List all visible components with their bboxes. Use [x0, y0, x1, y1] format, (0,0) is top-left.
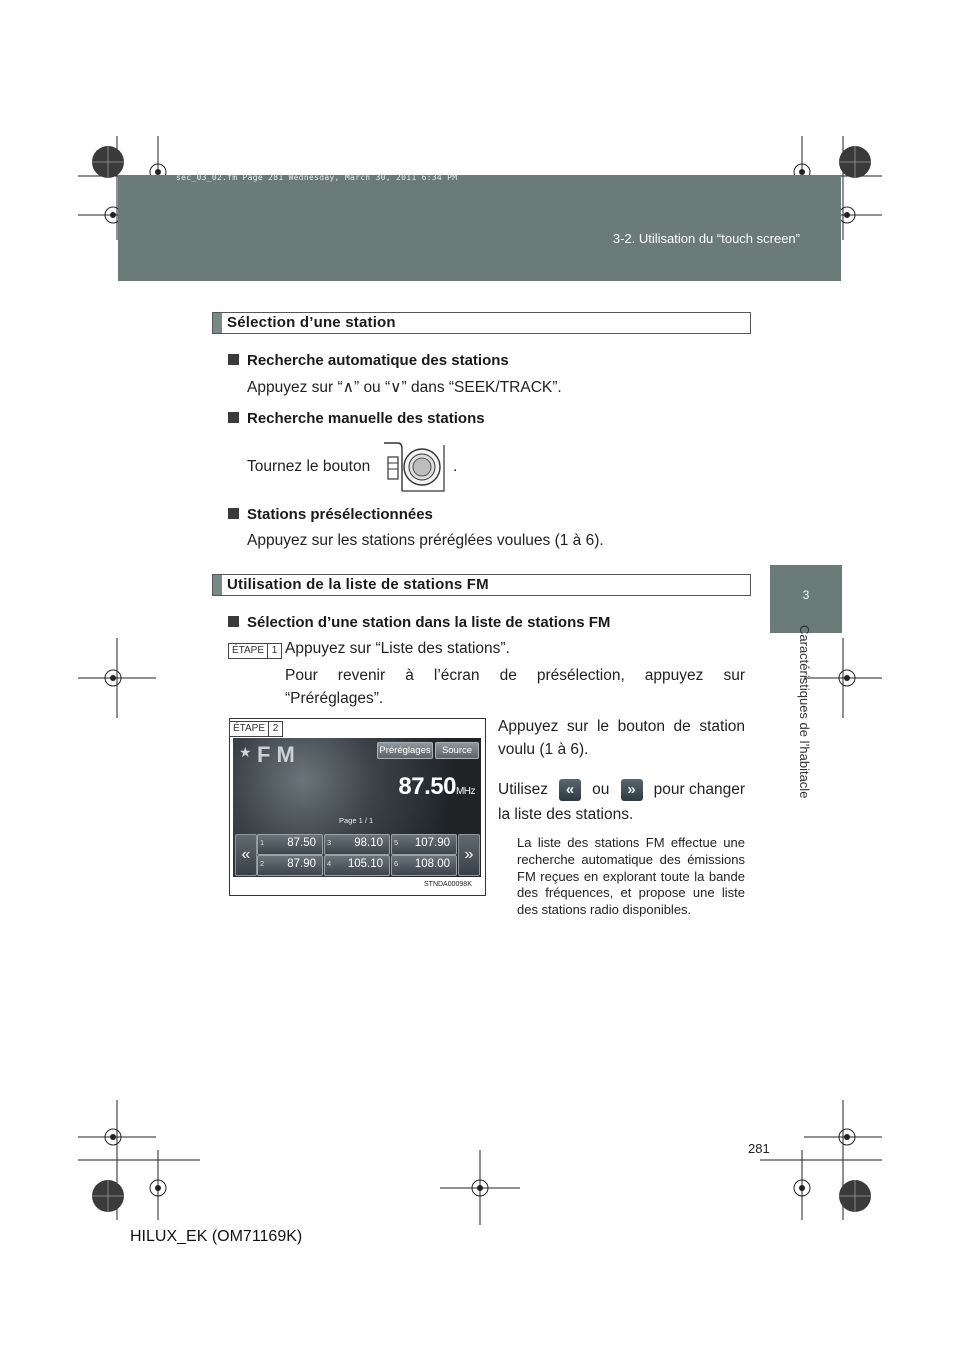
page-number: 281: [748, 1141, 770, 1156]
prev-list-button[interactable]: «: [235, 834, 257, 876]
step1-text: Appuyez sur “Liste des stations”.: [285, 640, 510, 657]
section-stripe: [213, 575, 222, 595]
tune-knob-icon: [382, 441, 446, 493]
preset-button[interactable]: 4 105.10: [324, 855, 390, 876]
star-icon: ★: [239, 744, 252, 760]
step1-note-end: “Préréglages”.: [285, 690, 384, 707]
step2-use-line: Utilisez « ou » pour changer: [498, 779, 745, 801]
chapter-tab: [770, 565, 842, 633]
bullet-heading: Sélection d’une station dans la liste de stations FM: [228, 614, 610, 631]
section-title-bar: [212, 312, 751, 334]
paragraph-end: .: [453, 458, 458, 475]
preset-button[interactable]: 5 107.90: [391, 834, 457, 855]
double-right-arrow-icon: »: [621, 779, 643, 801]
step2-use-end: la liste des stations.: [498, 806, 634, 823]
section-title: Utilisation de la liste de stations FM: [227, 576, 489, 593]
presets-button[interactable]: Préréglages: [377, 742, 433, 759]
chapter-number: 3: [802, 588, 810, 602]
bullet-square-icon: [228, 616, 239, 627]
image-code: STNDA00098K: [424, 881, 472, 888]
chapter-label: Caractéristiques de l’habitacle: [797, 625, 812, 799]
bullet-heading: Stations présélectionnées: [228, 506, 433, 523]
section-stripe: [213, 313, 222, 333]
crop-info: sec_03_02.fm Page 281 Wednesday, March 30, 2011 6:34 PM: [176, 173, 458, 182]
radio-screen: [233, 738, 481, 877]
paragraph: Appuyez sur les stations préréglées voulues (1 à 6).: [247, 532, 604, 549]
bullet-heading: Recherche manuelle des stations: [228, 410, 485, 427]
step2-note: La liste des stations FM effectue une recherche automatique des émissions FM reçues en explorant toute la bande des fréquences, et propose une liste des stations radio disponibles.: [517, 835, 745, 918]
preset-button[interactable]: 3 98.10: [324, 834, 390, 855]
step2-text: Appuyez sur le bouton de station: [498, 718, 745, 735]
next-list-button[interactable]: »: [458, 834, 480, 876]
section-title-bar: [212, 574, 751, 596]
step-badge: ÉTAPE 2: [229, 721, 283, 737]
section-title: Sélection d’une station: [227, 314, 396, 331]
paragraph: Tournez le bouton: [247, 458, 371, 475]
source-button[interactable]: Source: [435, 742, 479, 759]
frequency-display: 87.50MHz: [398, 773, 475, 800]
double-left-arrow-icon: «: [559, 779, 581, 801]
band-label: FM: [257, 742, 301, 767]
preset-button[interactable]: 6 108.00: [391, 855, 457, 876]
step-badge: ÉTAPE 1: [228, 643, 282, 659]
header-band: [118, 175, 841, 281]
preset-button[interactable]: 2 87.90: [257, 855, 323, 876]
page-indicator: Page 1 / 1: [339, 816, 374, 825]
bullet-square-icon: [228, 412, 239, 423]
step1-note: Pour revenir à l’écran de présélection, appuyez sur: [285, 667, 745, 684]
section-path: 3-2. Utilisation du “touch screen”: [612, 231, 800, 246]
preset-button[interactable]: 1 87.50: [257, 834, 323, 855]
bullet-heading: Recherche automatique des stations: [228, 352, 509, 369]
bullet-square-icon: [228, 354, 239, 365]
model-code: HILUX_EK (OM71169K): [130, 1228, 303, 1245]
bullet-square-icon: [228, 508, 239, 519]
paragraph: Appuyez sur “∧” ou “∨” dans “SEEK/TRACK”.: [247, 379, 562, 396]
step2-text-end: voulu (1 à 6).: [498, 741, 589, 758]
